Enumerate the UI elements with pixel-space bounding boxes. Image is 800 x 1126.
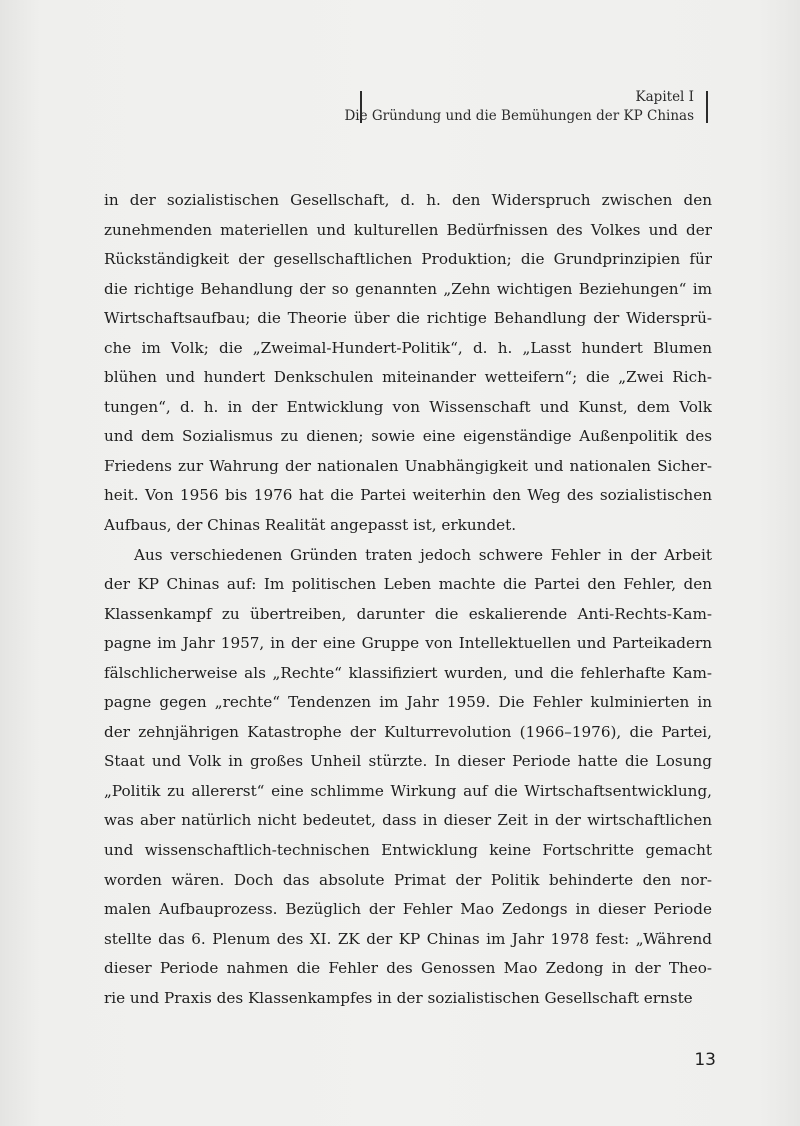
running-header	[344, 88, 694, 126]
text-line: Aus verschiedenen Gründen traten jedoch schwere Fehler in der Arbeit	[134, 545, 712, 564]
paragraph	[104, 541, 712, 1014]
text-line: und dem Sozialismus zu dienen; sowie eine eigenständige Außenpolitik des	[104, 427, 712, 446]
text-line: die richtige Behandlung der so genannten „Zehn wichtigen Beziehungen“ im	[104, 279, 712, 298]
text-line: malen Aufbauprozess. Bezüglich der Fehler Mao Zedongs in dieser Periode	[104, 900, 712, 919]
text-line: der KP Chinas auf: Im politischen Leben machte die Partei den Fehler, den	[104, 575, 712, 594]
text-line: zunehmenden materiellen und kulturellen Bedürfnissen des Volkes und der	[104, 220, 712, 239]
text-line: tungen“, d. h. in der Entwicklung von Wissenschaft und Kunst, dem Volk	[104, 397, 712, 416]
text-line: Klassenkampf zu übertreiben, darunter die eskalierende Anti-Rechts-Kam-	[104, 604, 712, 623]
text-line: worden wären. Doch das absolute Primat der Politik behinderte den nor-	[104, 870, 712, 889]
text-line: rie und Praxis des Klassenkampfes in der sozialistischen Gesellschaft ernste	[104, 988, 693, 1007]
text-line: dieser Periode nahmen die Fehler des Genossen Mao Zedong in der Theo-	[104, 959, 712, 978]
chapter-label: Kapitel I	[635, 89, 694, 105]
text-line: Rückständigkeit der gesellschaftlichen Produktion; die Grundprinzipien für	[104, 250, 712, 269]
text-line: was aber natürlich nicht bedeutet, dass in dieser Zeit in der wirtschaftlichen	[104, 811, 712, 830]
text-line: „Politik zu allererst“ eine schlimme Wirkung auf die Wirtschaftsentwicklung,	[104, 781, 712, 800]
header-rule-right	[706, 91, 708, 123]
chapter-subtitle: Die Gründung und die Bemühungen der KP Chinas	[344, 108, 694, 124]
text-line: che im Volk; die „Zweimal-Hundert-Politik“, d. h. „Lasst hundert Blumen	[104, 338, 712, 357]
page-number: 13	[694, 1050, 716, 1070]
text-line: heit. Von 1956 bis 1976 hat die Partei weiterhin den Weg des sozialistischen	[104, 486, 712, 505]
text-line: blühen und hundert Denkschulen miteinander wetteifern“; die „Zwei Rich-	[104, 368, 712, 387]
body-text	[104, 186, 712, 1013]
text-line: Wirtschaftsaufbau; die Theorie über die richtige Behandlung der Widersprü-	[104, 309, 712, 328]
text-line: Staat und Volk in großes Unheil stürzte. In dieser Periode hatte die Losung	[104, 752, 712, 771]
text-line: stellte das 6. Plenum des XI. ZK der KP Chinas im Jahr 1978 fest: „Während	[104, 929, 712, 948]
text-line: Friedens zur Wahrung der nationalen Unabhängigkeit und nationalen Sicher-	[104, 456, 712, 475]
text-line: der zehnjährigen Katastrophe der Kulturrevolution (1966–1976), die Partei,	[104, 722, 712, 741]
text-line: und wissenschaftlich-technischen Entwicklung keine Fortschritte gemacht	[104, 841, 712, 860]
text-line: fälschlicherweise als „Rechte“ klassifiziert wurden, und die fehlerhafte Kam-	[104, 663, 712, 682]
text-line: Aufbaus, der Chinas Realität angepasst ist, erkundet.	[104, 516, 517, 535]
text-line: pagne im Jahr 1957, in der eine Gruppe von Intellektuellen und Parteikadern	[104, 634, 712, 653]
paragraph	[104, 186, 712, 541]
text-line: in der sozialistischen Gesellschaft, d. h. den Widerspruch zwischen den	[104, 191, 712, 209]
text-line: pagne gegen „rechte“ Tendenzen im Jahr 1959. Die Fehler kulminierten in	[104, 693, 712, 712]
